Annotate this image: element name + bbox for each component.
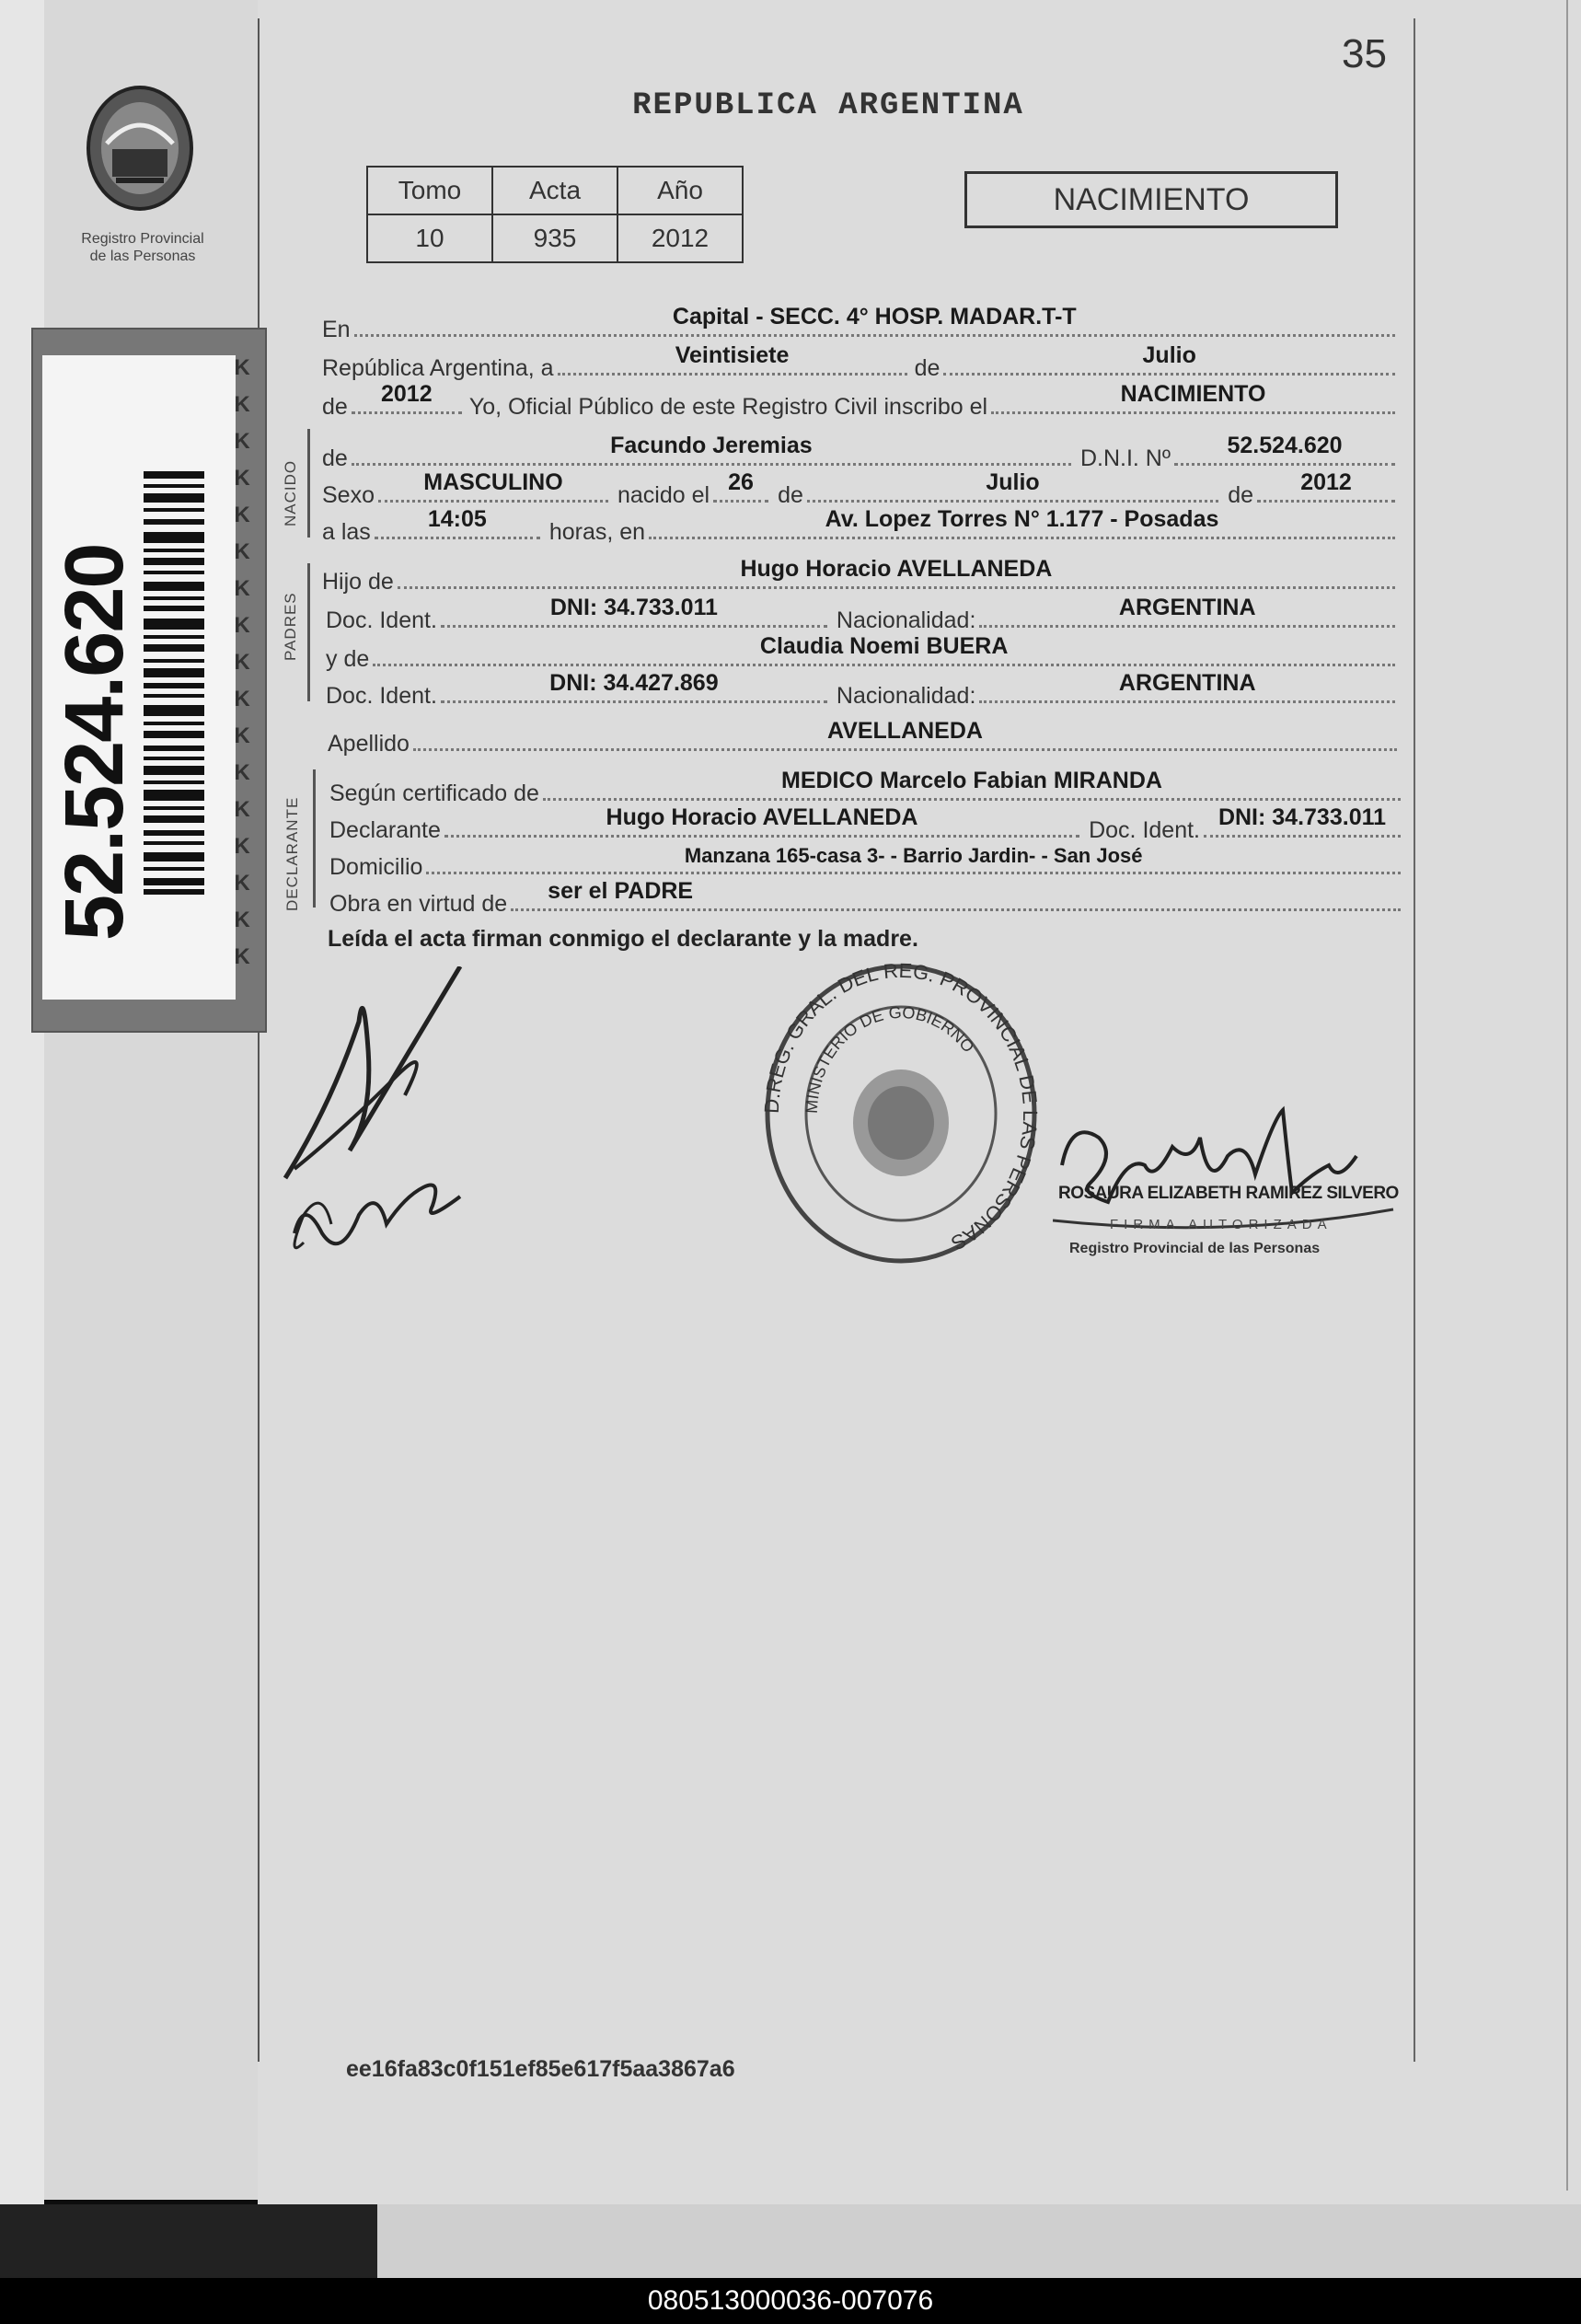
barcode-bars	[144, 471, 204, 895]
label-dni: D.N.I. Nº	[1079, 445, 1171, 471]
value-anio-inscripcion: 2012	[381, 380, 433, 407]
value-mes-nacimiento: Julio	[986, 468, 1040, 495]
pattern-letter: K	[234, 539, 250, 564]
label-horas-en: horas, en	[548, 518, 646, 545]
value-nombre: Facundo Jeremias	[610, 432, 813, 458]
value-tipo: NACIMIENTO	[1120, 380, 1266, 407]
label-de: de	[914, 354, 941, 381]
authority-org: Registro Provincial de las Personas	[1069, 1241, 1321, 1256]
label-domicilio: Domicilio	[329, 853, 423, 880]
row-inscripcion	[322, 380, 1395, 421]
issuer-caption-line1: Registro Provincial	[81, 231, 204, 247]
row-hora	[322, 505, 1395, 546]
section-declarante: DECLARANTE	[283, 796, 301, 911]
barcode-dni-number: 52.524.620	[49, 544, 141, 941]
acta-header: Acta	[492, 167, 617, 214]
document-hash: ee16fa83c0f151ef85e617f5aa3867a6	[346, 2056, 735, 2082]
row-fecha	[322, 341, 1395, 382]
seal-inner-text: MINISTERIO DE GOBIERNO	[802, 1002, 978, 1115]
section-padres: PADRES	[282, 592, 299, 661]
value-padre: Hugo Horacio AVELLANEDA	[740, 555, 1053, 582]
bottom-surface	[377, 2204, 1581, 2278]
label-y-de: y de	[326, 645, 370, 672]
value-apellido: AVELLANEDA	[826, 717, 983, 744]
acta-value: 935	[492, 214, 617, 262]
section-nacido: NACIDO	[282, 459, 299, 526]
row-declarante	[329, 804, 1401, 844]
security-pattern	[226, 350, 258, 1012]
pattern-letter: K	[234, 871, 250, 896]
value-declarante-doc: DNI: 34.733.011	[1217, 804, 1387, 830]
value-certificado: MEDICO Marcelo Fabian MIRANDA	[781, 767, 1162, 793]
pattern-letter: K	[234, 760, 250, 785]
closing-statement: Leída el acta firman conmigo el declarante y la madre.	[328, 926, 918, 952]
label-a-las: a las	[322, 518, 371, 545]
page-fold-line	[258, 18, 260, 2062]
label-sexo: Sexo	[322, 481, 375, 508]
padres-bracket	[307, 563, 310, 701]
value-madre-doc: DNI: 34.427.869	[549, 669, 719, 696]
tomo-header: Tomo	[367, 167, 492, 214]
registry-table	[366, 166, 744, 263]
row-padre	[322, 555, 1395, 595]
value-padre-nacionalidad: ARGENTINA	[1118, 594, 1256, 620]
record-type-box: NACIMIENTO	[964, 171, 1338, 228]
declarante-bracket	[313, 769, 316, 908]
authority-name: ROSAURA ELIZABETH RAMIREZ SILVERO	[1058, 1184, 1399, 1203]
pattern-letter: K	[234, 503, 250, 527]
label-de-5: de	[1228, 481, 1253, 508]
label-doc-ident-2: Doc. Ident.	[326, 682, 437, 709]
document-title: REPUBLICA ARGENTINA	[632, 88, 1024, 123]
pattern-letter: K	[234, 355, 250, 380]
label-republica: República Argentina, a	[322, 354, 554, 381]
value-declarante: Hugo Horacio AVELLANEDA	[606, 804, 918, 830]
label-nacionalidad-2: Nacionalidad:	[836, 682, 976, 709]
value-anio-nacimiento: 2012	[1300, 468, 1352, 495]
nacido-bracket	[307, 429, 310, 538]
label-doc-ident: Doc. Ident.	[326, 607, 437, 633]
label-de-3: de	[322, 445, 348, 471]
row-nombre	[322, 432, 1395, 472]
label-en: En	[322, 316, 351, 342]
declarant-signature	[276, 966, 469, 1261]
label-nacido-el: nacido el	[617, 481, 710, 508]
pattern-letter: K	[234, 429, 250, 454]
label-declarante: Declarante	[329, 816, 441, 843]
label-segun: Según certificado de	[329, 780, 539, 806]
value-madre-nacionalidad: ARGENTINA	[1118, 669, 1256, 696]
province-crest-icon	[79, 79, 201, 217]
seal-outer-text: D.REG. GRAL. DEL REG. PROVINCIAL DE LAS PERSONAS	[760, 959, 1042, 1255]
row-lugar	[322, 303, 1395, 343]
value-madre: Claudia Noemi BUERA	[759, 632, 1009, 659]
value-hora: 14:05	[427, 505, 487, 532]
value-padre-doc: DNI: 34.733.011	[549, 594, 718, 620]
pattern-letter: K	[234, 908, 250, 932]
pattern-letter: K	[234, 613, 250, 638]
row-padre-doc	[326, 594, 1395, 634]
pattern-letter: K	[234, 576, 250, 601]
value-domicilio: Manzana 165-casa 3- - Barrio Jardin- - San José	[684, 843, 1143, 867]
official-seal	[760, 959, 1042, 1268]
scan-footer-id: 080513000036-007076	[0, 2278, 1581, 2324]
issuer-caption	[55, 230, 230, 265]
authority-title: FIRMA AUTORIZADA	[1110, 1217, 1333, 1232]
pattern-letter: K	[234, 797, 250, 822]
pattern-letter: K	[234, 392, 250, 417]
label-de-4: de	[778, 481, 803, 508]
issuer-caption-line2: de las Personas	[89, 249, 196, 264]
far-edge-line	[1566, 0, 1568, 2191]
pattern-letter: K	[234, 687, 250, 711]
label-de-2: de	[322, 393, 348, 420]
row-sexo	[322, 468, 1395, 509]
row-madre-doc	[326, 669, 1395, 710]
pattern-letter: K	[234, 944, 250, 969]
anio-value: 2012	[617, 214, 743, 262]
row-certificado	[329, 767, 1401, 807]
label-doc-ident-3: Doc. Ident.	[1089, 816, 1200, 843]
value-mes-texto: Julio	[1142, 341, 1196, 368]
value-dia-nacimiento: 26	[728, 468, 754, 495]
tomo-value: 10	[367, 214, 492, 262]
pattern-letter: K	[234, 650, 250, 675]
row-madre	[326, 632, 1395, 673]
row-obra	[329, 877, 1401, 918]
label-yo: Yo, Oficial Público de este Registro Civil inscribo el	[468, 393, 988, 420]
value-lugar: Capital - SECC. 4° HOSP. MADAR.T-T	[672, 303, 1077, 330]
right-margin-line	[1414, 18, 1415, 2062]
pattern-letter: K	[234, 466, 250, 491]
value-obra: ser el PADRE	[548, 877, 694, 904]
label-obra: Obra en virtud de	[329, 890, 508, 917]
row-domicilio	[329, 843, 1401, 881]
label-apellido: Apellido	[328, 730, 410, 757]
page-number: 35	[1342, 31, 1387, 76]
pattern-letter: K	[234, 723, 250, 748]
value-dia-texto: Veintisiete	[675, 341, 790, 368]
pattern-letter: K	[234, 834, 250, 859]
anio-header: Año	[617, 167, 743, 214]
value-lugar-nacimiento: Av. Lopez Torres N° 1.177 - Posadas	[825, 505, 1219, 532]
value-dni: 52.524.620	[1227, 432, 1343, 458]
row-apellido	[328, 717, 1397, 757]
label-hijo-de: Hijo de	[322, 568, 394, 595]
value-sexo: MASCULINO	[423, 468, 563, 495]
label-nacionalidad: Nacionalidad:	[836, 607, 976, 633]
